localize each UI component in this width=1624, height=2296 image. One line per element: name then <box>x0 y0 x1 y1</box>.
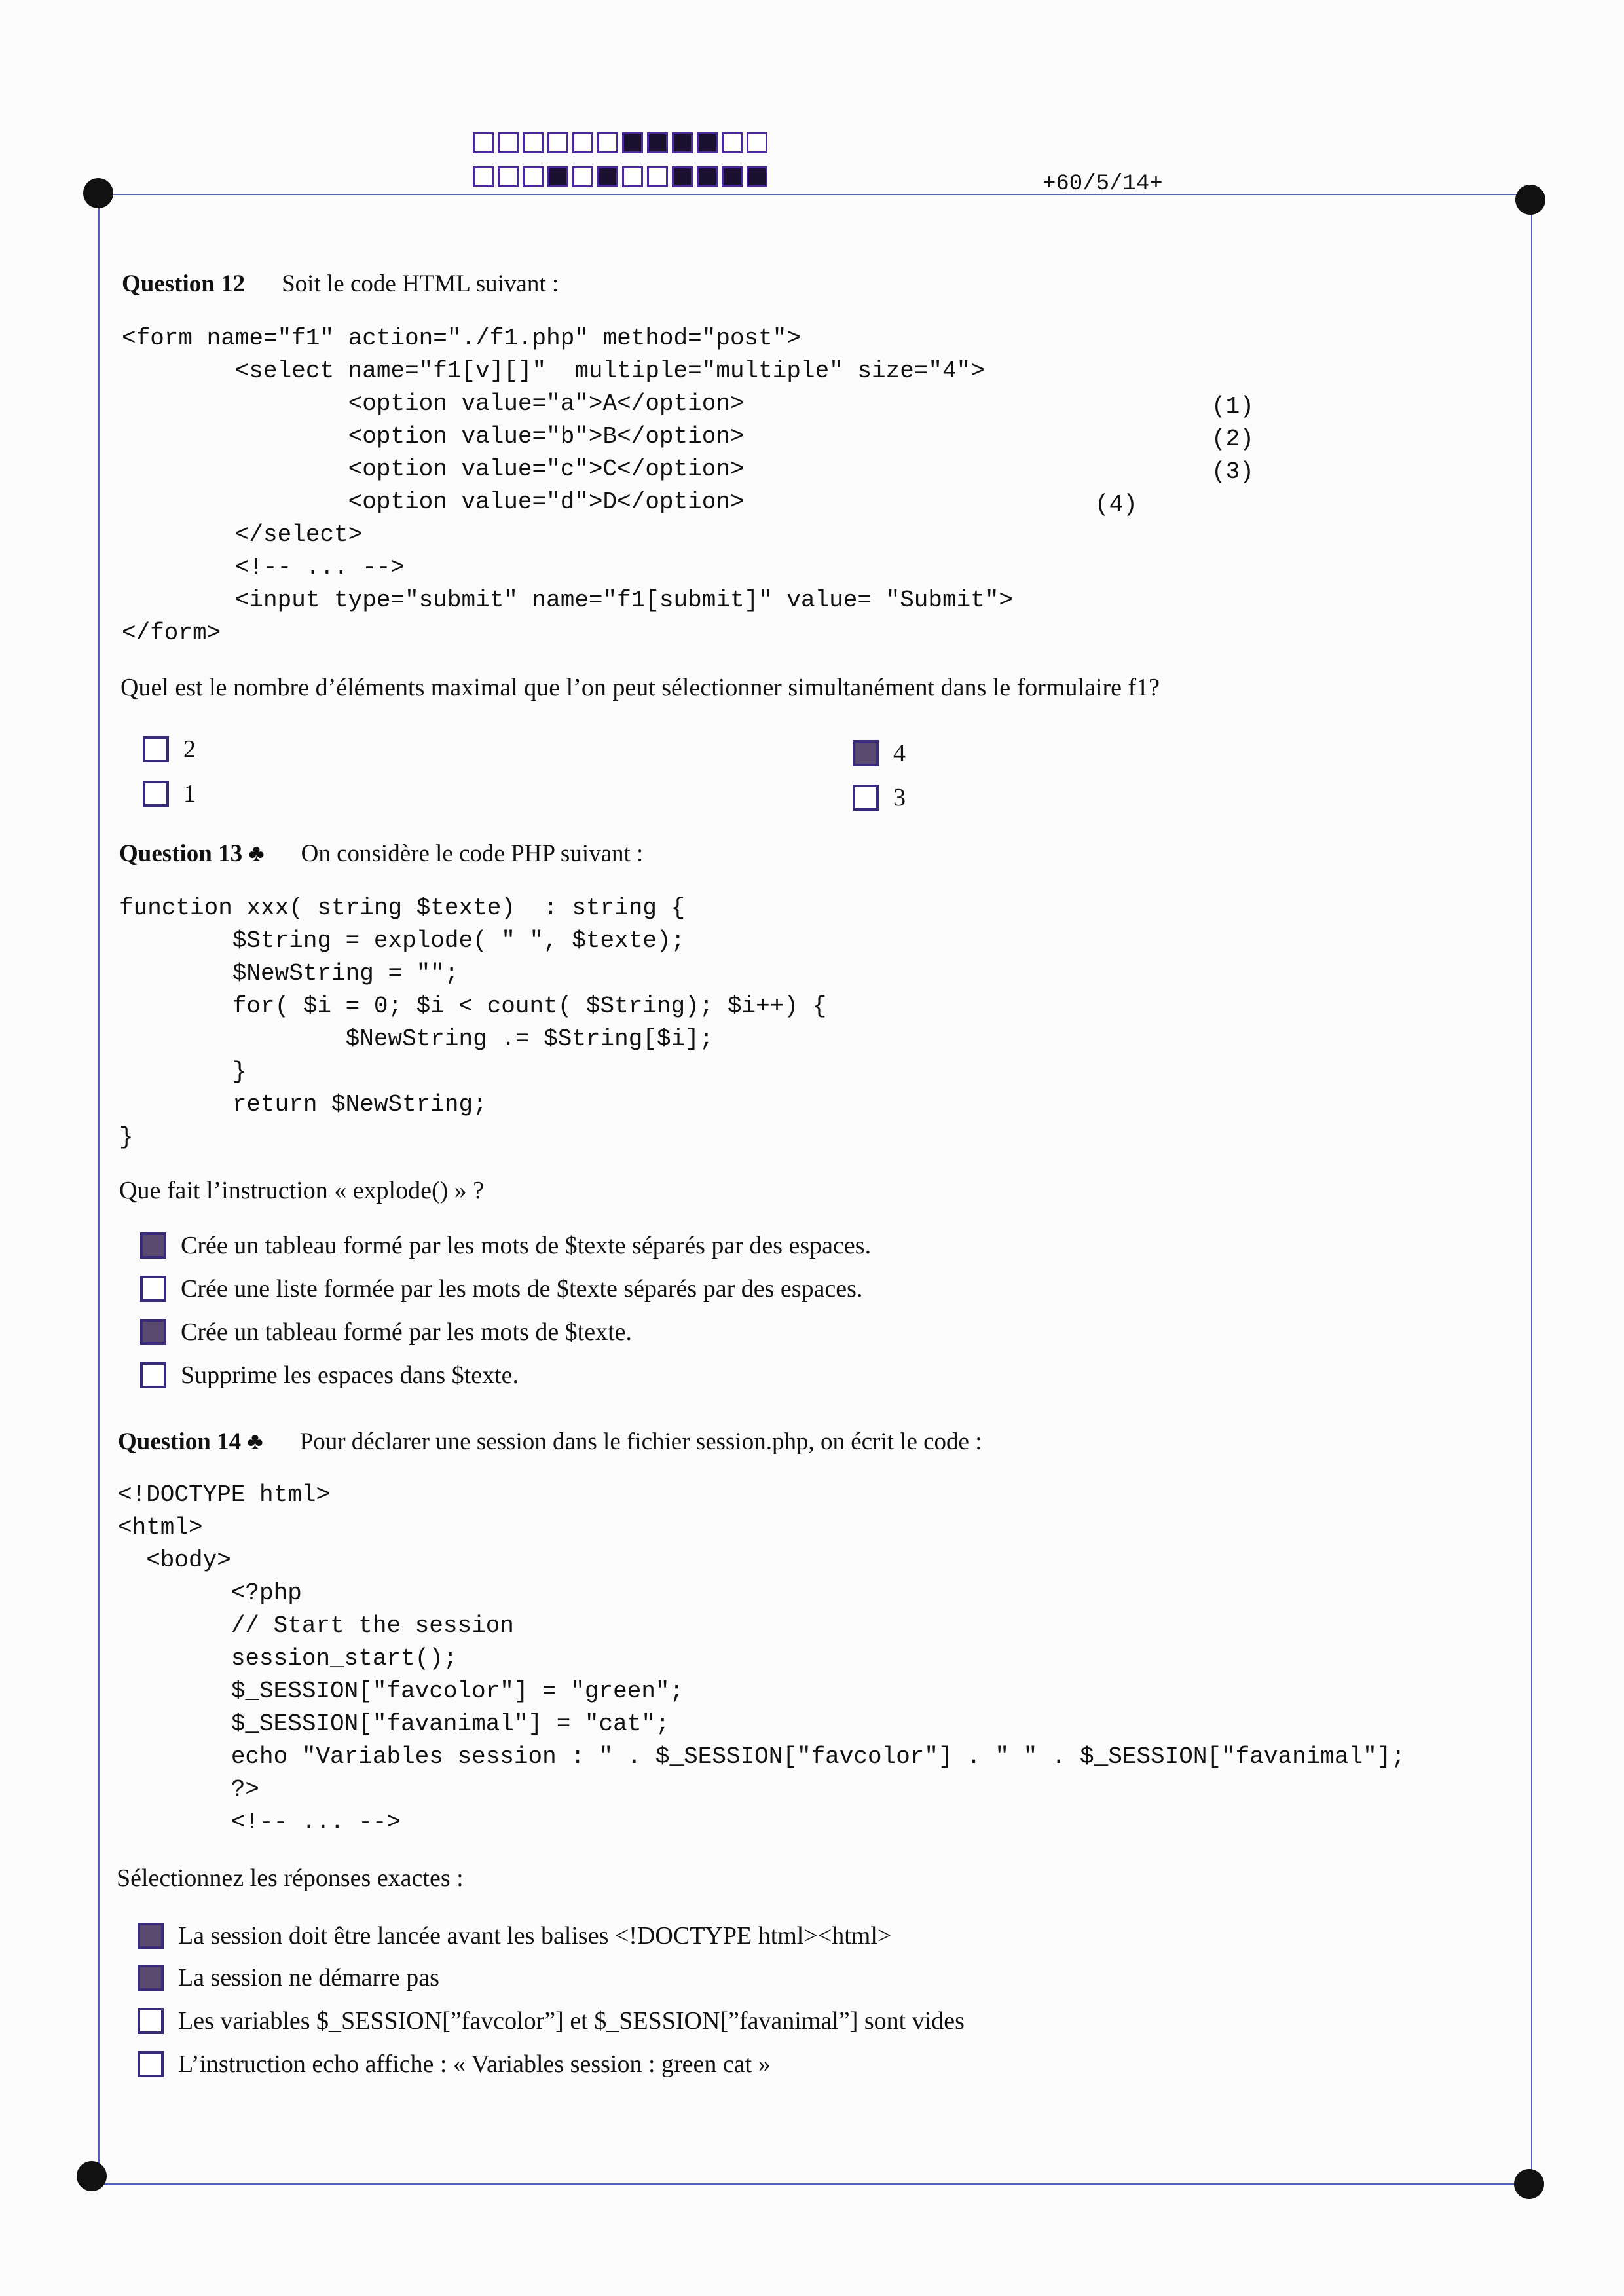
option-label: 2 <box>183 735 196 763</box>
barcode-cell <box>547 132 568 153</box>
q12-marker-4: (4) <box>1095 491 1137 518</box>
q12-option[interactable] <box>853 783 906 812</box>
q13-label: Question 13 ♣ <box>119 840 265 867</box>
q12-marker-2: (2) <box>1211 426 1254 453</box>
checkbox[interactable] <box>140 1276 166 1302</box>
barcode-cell <box>672 166 693 187</box>
q12-header <box>122 270 559 298</box>
barcode-cell <box>523 166 544 187</box>
q12-question: Quel est le nombre d’éléments maximal que l’on peut sélectionner simultanément dans le formulaire f1? <box>120 674 1160 701</box>
option-label: 3 <box>893 784 906 811</box>
barcode-cell <box>473 132 494 153</box>
option-label: La session doit être lancée avant les balises <!DOCTYPE html><html> <box>178 1922 892 1950</box>
q14-label: Question 14 ♣ <box>118 1428 263 1455</box>
q13-option[interactable] <box>140 1231 871 1260</box>
barcode-cell <box>597 132 618 153</box>
corner-mark-br <box>1514 2169 1544 2199</box>
checkbox[interactable] <box>138 2051 164 2077</box>
barcode-row-2 <box>473 166 767 187</box>
option-label: 1 <box>183 780 196 807</box>
q14-question: Sélectionnez les réponses exactes : <box>117 1864 464 1892</box>
option-label: 4 <box>893 739 906 767</box>
checkbox[interactable] <box>140 1319 166 1345</box>
checkbox[interactable] <box>853 740 879 766</box>
q12-marker-3: (3) <box>1211 458 1254 485</box>
barcode-cell <box>697 132 718 153</box>
bottom-rule <box>98 2183 1530 2185</box>
option-label: La session ne démarre pas <box>178 1964 439 1991</box>
barcode-cell <box>747 166 767 187</box>
barcode-cell <box>572 166 593 187</box>
barcode-cell <box>572 132 593 153</box>
barcode-cell <box>547 166 568 187</box>
corner-mark-tr <box>1515 185 1545 215</box>
corner-mark-tl <box>83 178 113 208</box>
barcode-cell <box>722 132 743 153</box>
q12-marker-1: (1) <box>1211 393 1254 420</box>
q12-option[interactable] <box>853 739 906 768</box>
q13-header <box>119 840 643 868</box>
q12-option[interactable] <box>143 779 196 808</box>
barcode-cell <box>697 166 718 187</box>
q12-title: Soit le code HTML suivant : <box>282 270 559 297</box>
barcode-cell <box>622 132 643 153</box>
checkbox[interactable] <box>138 2008 164 2034</box>
q14-option[interactable] <box>138 1921 891 1950</box>
q14-code: <!DOCTYPE html> <html> <body> <?php // Start the session session_start(); $_SESSION["favcolor"] = "green"; $_SESSION["favanimal"] = "cat"; echo "Variables session : " . $_SESSION["favcolor"] . " " . $_SESSION["favanimal"]; ?> <!-- ... --> <box>118 1481 1405 1836</box>
checkbox[interactable] <box>138 1923 164 1949</box>
barcode-cell <box>647 132 668 153</box>
q14-option[interactable] <box>138 2007 965 2035</box>
corner-mark-bl <box>77 2161 107 2191</box>
q13-option[interactable] <box>140 1318 632 1346</box>
q13-option[interactable] <box>140 1274 862 1303</box>
option-label: L’instruction echo affiche : « Variables session : green cat » <box>178 2050 771 2078</box>
barcode-cell <box>597 166 618 187</box>
q12-label: Question 12 <box>122 270 246 297</box>
barcode-cell <box>498 166 519 187</box>
barcode-cell <box>647 166 668 187</box>
q12-code: <form name="f1" action="./f1.php" method="post"> <select name="f1[v][]" multiple="multiple" size="4"> <option value="a">A</option> <option value="b">B</option> <option value="c">C</option> <option value="d">D</option> </select> <!-- ... --> <input type="submit" name="f1[submit]" value= "Submit"> </form> <box>122 325 1014 646</box>
barcode-cell <box>523 132 544 153</box>
barcode-cell <box>498 132 519 153</box>
top-rule <box>98 194 1530 195</box>
q13-title: On considère le code PHP suivant : <box>301 840 644 867</box>
barcode-cell <box>672 132 693 153</box>
q14-option[interactable] <box>138 1963 439 1992</box>
page-id: +60/5/14+ <box>1043 172 1163 196</box>
q13-code: function xxx( string $texte) : string { $String = explode( " ", $texte); $NewString = ""; for( $i = 0; $i < count( $String); $i++) { $NewString .= $String[$i]; } return $NewString; } <box>119 895 827 1151</box>
option-label: Crée un tableau formé par les mots de $texte. <box>181 1318 633 1346</box>
barcode-row-1 <box>473 132 767 153</box>
checkbox[interactable] <box>143 736 169 762</box>
q13-question: Que fait l’instruction « explode() » ? <box>119 1177 485 1204</box>
barcode-cell <box>747 132 767 153</box>
option-label: Les variables $_SESSION[”favcolor”] et $_SESSION[”favanimal”] sont vides <box>178 2007 965 2035</box>
checkbox[interactable] <box>140 1362 166 1388</box>
checkbox[interactable] <box>140 1232 166 1259</box>
checkbox[interactable] <box>143 781 169 807</box>
q14-title: Pour déclarer une session dans le fichier session.php, on écrit le code : <box>299 1428 982 1455</box>
q14-header <box>118 1428 982 1456</box>
q13-option[interactable] <box>140 1361 519 1390</box>
barcode-cell <box>473 166 494 187</box>
option-label: Crée un tableau formé par les mots de $texte séparés par des espaces. <box>181 1232 872 1259</box>
option-label: Supprime les espaces dans $texte. <box>181 1361 519 1389</box>
q12-option[interactable] <box>143 735 196 764</box>
q14-option[interactable] <box>138 2050 771 2079</box>
option-label: Crée une liste formée par les mots de $texte séparés par des espaces. <box>181 1275 863 1303</box>
checkbox[interactable] <box>138 1965 164 1991</box>
checkbox[interactable] <box>853 785 879 811</box>
barcode-cell <box>722 166 743 187</box>
barcode-cell <box>622 166 643 187</box>
